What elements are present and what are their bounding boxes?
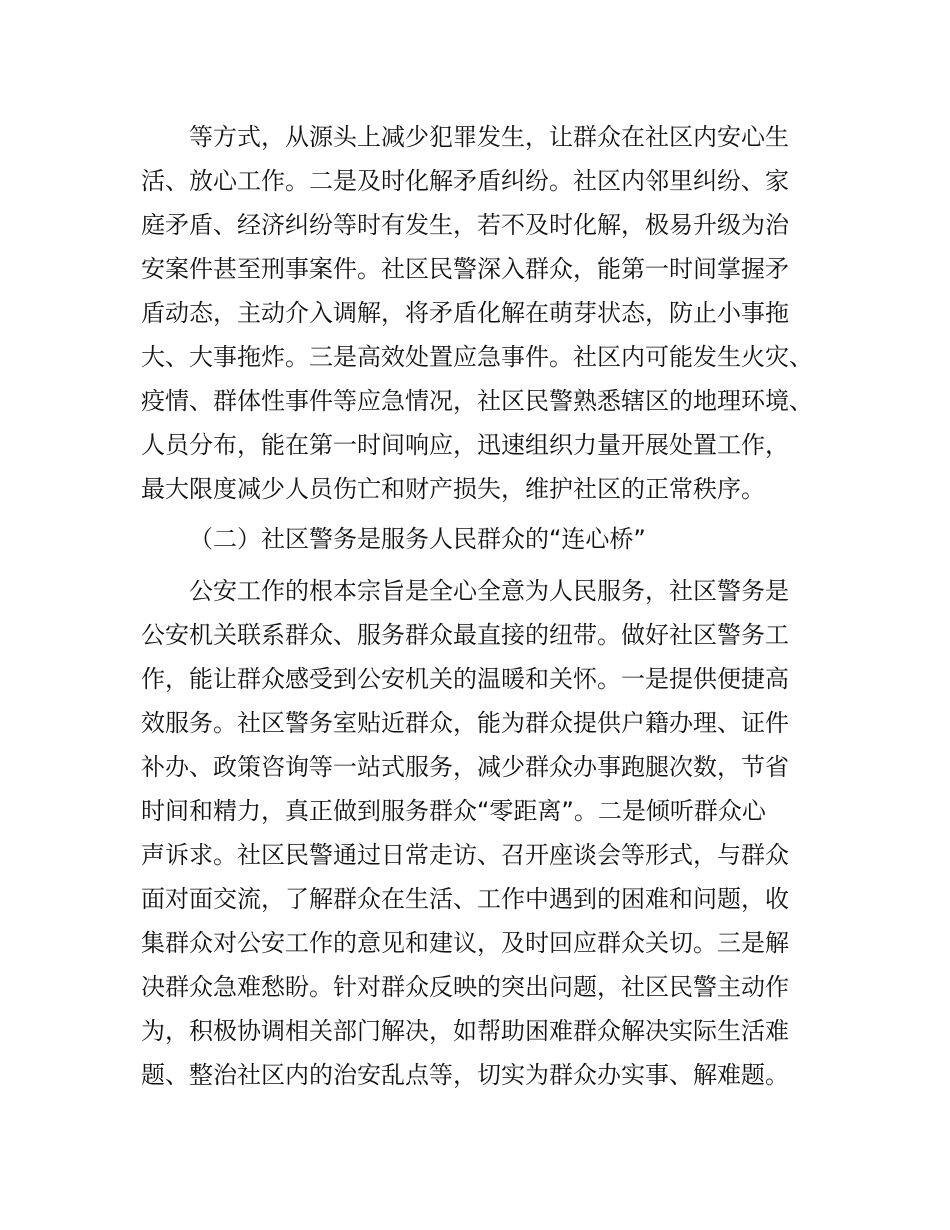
paragraph-line: 大、大事拖炸。三是高效处置应急事件。社区内可能发生火灾、 bbox=[141, 343, 813, 371]
section-heading: （二）社区警务是服务人民群众的“连心桥” bbox=[189, 525, 646, 553]
paragraph-line: 决群众急难愁盼。针对群众反映的突出问题，社区民警主动作 bbox=[141, 973, 789, 1001]
paragraph-line: 声诉求。社区民警通过日常走访、召开座谈会等形式，与群众 bbox=[141, 841, 789, 869]
paragraph-line: 活、放心工作。二是及时化解矛盾纠纷。社区内邻里纠纷、家 bbox=[141, 167, 789, 195]
paragraph-line: 时间和精力，真正做到服务群众“零距离”。二是倾听群众心 bbox=[141, 797, 766, 825]
paragraph-line: 公安工作的根本宗旨是全心全意为人民服务，社区警务是 bbox=[189, 577, 789, 605]
paragraph-line: 作，能让群众感受到公安机关的温暖和关怀。一是提供便捷高 bbox=[141, 665, 789, 693]
paragraph-line: 集群众对公安工作的意见和建议，及时回应群众关切。三是解 bbox=[141, 929, 789, 957]
paragraph-line: 为，积极协调相关部门解决，如帮助困难群众解决实际生活难 bbox=[141, 1017, 789, 1045]
paragraph-line: 补办、政策咨询等一站式服务，减少群众办事跑腿次数，节省 bbox=[141, 753, 789, 781]
paragraph-line: 面对面交流，了解群众在生活、工作中遇到的困难和问题，收 bbox=[141, 885, 789, 913]
paragraph-line: 等方式，从源头上减少犯罪发生，让群众在社区内安心生 bbox=[189, 123, 789, 151]
paragraph-line: 疫情、群体性事件等应急情况，社区民警熟悉辖区的地理环境、 bbox=[141, 387, 813, 415]
paragraph-line: 公安机关联系群众、服务群众最直接的纽带。做好社区警务工 bbox=[141, 621, 789, 649]
paragraph-line: 盾动态，主动介入调解，将矛盾化解在萌芽状态，防止小事拖 bbox=[141, 299, 789, 327]
paragraph-line: 人员分布，能在第一时间响应，迅速组织力量开展处置工作， bbox=[141, 431, 789, 459]
paragraph-line: 题、整治社区内的治安乱点等，切实为群众办实事、解难题。 bbox=[141, 1061, 789, 1089]
paragraph-line: 最大限度减少人员伤亡和财产损失，维护社区的正常秩序。 bbox=[141, 475, 765, 503]
paragraph-line: 效服务。社区警务室贴近群众，能为群众提供户籍办理、证件 bbox=[141, 709, 789, 737]
paragraph-line: 庭矛盾、经济纠纷等时有发生，若不及时化解，极易升级为治 bbox=[141, 211, 789, 239]
paragraph-line: 安案件甚至刑事案件。社区民警深入群众，能第一时间掌握矛 bbox=[141, 255, 789, 283]
